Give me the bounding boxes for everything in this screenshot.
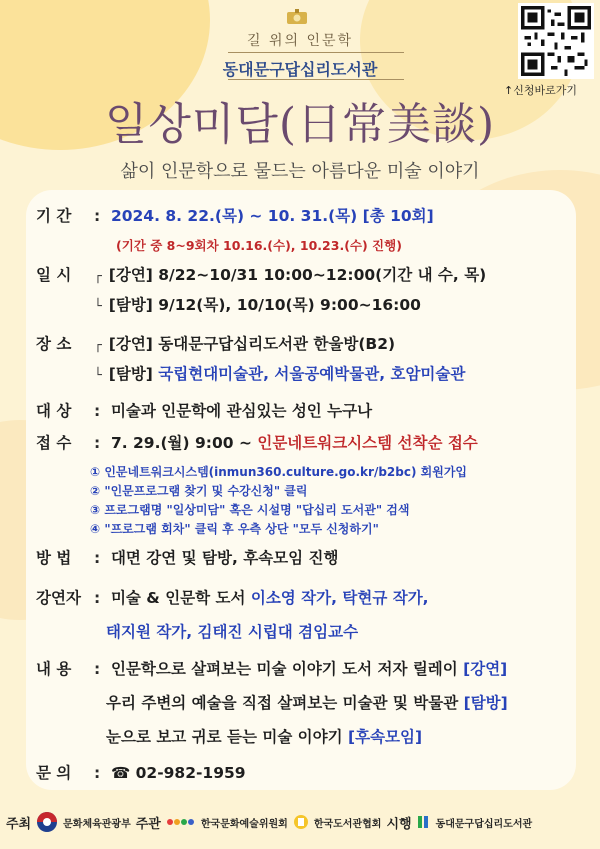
organizer-org: 한국도서관협회 (313, 818, 382, 830)
government-emblem-icon (36, 811, 58, 833)
qr-code-icon (521, 6, 591, 76)
apply-step: ① 인문네트워크시스템(inmun360.culture.go.kr/b2bc) 회원가입 (90, 465, 468, 479)
series-title: 길 위의 인문학 (246, 33, 354, 49)
apply-step: ② "인문프로그램 찾기 및 수강신청" 클릭 (90, 484, 308, 498)
organizer-org: 한국문화예술위원회 (200, 818, 288, 830)
place-tour-row: └ [탐방] 국립현대미술관, 서울공예박물관, 호암미술관 (94, 365, 466, 383)
program-subtitle: 삶이 인문학으로 물드는 아름다운 미술 이야기 (120, 161, 480, 182)
period-note: (기간 중 8~9회차 10.16.(수), 10.23.(수) 진행) (116, 238, 402, 253)
period-value: 2024. 8. 22.(목) ~ 10. 31.(목) [총 10회] (110, 207, 434, 225)
apply-step: ④ "프로그램 회차" 클릭 후 우측 상단 "모두 신청하기" (90, 522, 379, 536)
place-label: 장 소 (36, 335, 72, 353)
operator-org: 동대문구답십리도서관 (435, 818, 533, 830)
target-row: 대 상 : 미술과 인문학에 관심있는 성인 누구나 (36, 402, 373, 420)
content-tag: [탐방] (463, 694, 508, 712)
host-org: 문화체육관광부 (63, 818, 131, 830)
contact-row: 문 의 : ☎ 02-982-1959 (36, 764, 246, 782)
operator-label: 시행 (386, 816, 412, 832)
apply-method: 인문네트워크시스템 선착순 접수 (257, 434, 478, 452)
apply-date: 7. 29.(월) 9:00 ~ (110, 434, 258, 452)
content-line: 인문학으로 살펴보는 미술 이야기 도서 저자 릴레이 (110, 660, 464, 678)
method-row: 방 법 : 대면 강연 및 탐방, 후속모임 진행 (36, 549, 339, 567)
lecturer-label: 강연자 (36, 589, 81, 607)
apply-label: 접 수 (36, 434, 72, 452)
method-label: 방 법 (36, 549, 72, 567)
footer-sponsors (0, 795, 600, 849)
library-title: 동대문구답십리도서관 (222, 60, 378, 79)
apply-row: 접 수 : 7. 29.(월) 9:00 ~ 인문네트워크시스템 선착순 접수 (36, 434, 478, 452)
lecturer-prefix: 미술 & 인문학 도서 (110, 589, 251, 607)
district-logo-icon (417, 814, 431, 830)
content-tag: [강연] (463, 660, 508, 678)
period-row: 기 간 : 2024. 8. 22.(목) ~ 10. 31.(목) [총 10회] (36, 207, 434, 225)
content-label: 내 용 (36, 660, 72, 678)
content-row-3 (106, 727, 422, 747)
organizer-label: 주관 (135, 816, 161, 832)
apply-shortcut-link[interactable]: ↑신청바로가기 (504, 84, 577, 97)
host-label: 주최 (6, 816, 32, 832)
place-tour-places: 국립현대미술관, 서울공예박물관, 호암미술관 (158, 365, 466, 383)
program-title: 일상미담(日常美談) (104, 99, 496, 150)
method-value: 대면 강연 및 탐방, 후속모임 진행 (110, 549, 339, 567)
library-association-logo-icon (293, 814, 309, 830)
target-value: 미술과 인문학에 관심있는 성인 누구나 (110, 402, 373, 420)
lecturer-row: 강연자 : 미술 & 인문학 도서 이소영 작가, 탁현규 작가, (36, 589, 429, 607)
place-lecture-row: 장 소 ┌ [강연] 동대문구답십리도서관 한울방(B2) (36, 335, 396, 353)
content-line: 우리 주변의 예술을 직접 살펴보는 미술관 및 박물관 (106, 694, 464, 712)
schedule-tour: [탐방] 9/12(목), 10/10(목) 9:00~16:00 (108, 296, 421, 314)
apply-step: ③ 프로그램명 "일상미담" 혹은 시설명 "답십리 도서관" 검색 (90, 503, 410, 517)
place-tour-prefix: [탐방] (108, 365, 159, 383)
lecturer-row-2 (106, 622, 358, 642)
content-row-2 (106, 693, 508, 713)
arts-council-logo-icon (166, 816, 196, 828)
place-lecture: [강연] 동대문구답십리도서관 한울방(B2) (108, 335, 396, 353)
book-emblem-icon (286, 9, 308, 25)
target-label: 대 상 (36, 402, 72, 420)
divider (228, 79, 404, 80)
divider (228, 52, 404, 53)
schedule-label: 일 시 (36, 266, 72, 284)
schedule-tour-row: └ [탐방] 9/12(목), 10/10(목) 9:00~16:00 (94, 296, 421, 314)
schedule-lecture-row: 일 시 ┌ [강연] 8/22~10/31 10:00~12:00(기간 내 수, 목) (36, 266, 487, 284)
content-line: 눈으로 보고 귀로 듣는 미술 이야기 (106, 728, 349, 746)
content-row: 내 용 : 인문학으로 살펴보는 미술 이야기 도서 저자 릴레이 [강연] (36, 660, 508, 678)
contact-label: 문 의 (36, 764, 72, 782)
qr-code[interactable] (518, 3, 594, 79)
period-label: 기 간 (36, 207, 72, 225)
lecturer-names: 태지원 작가, 김태진 시립대 겸임교수 (106, 623, 359, 641)
contact-phone: ☎ 02-982-1959 (110, 764, 246, 782)
lecturer-names: 이소영 작가, 탁현규 작가, (250, 589, 429, 607)
schedule-lecture: [강연] 8/22~10/31 10:00~12:00(기간 내 수, 목) (108, 266, 487, 284)
content-tag: [후속모임] (348, 728, 423, 746)
